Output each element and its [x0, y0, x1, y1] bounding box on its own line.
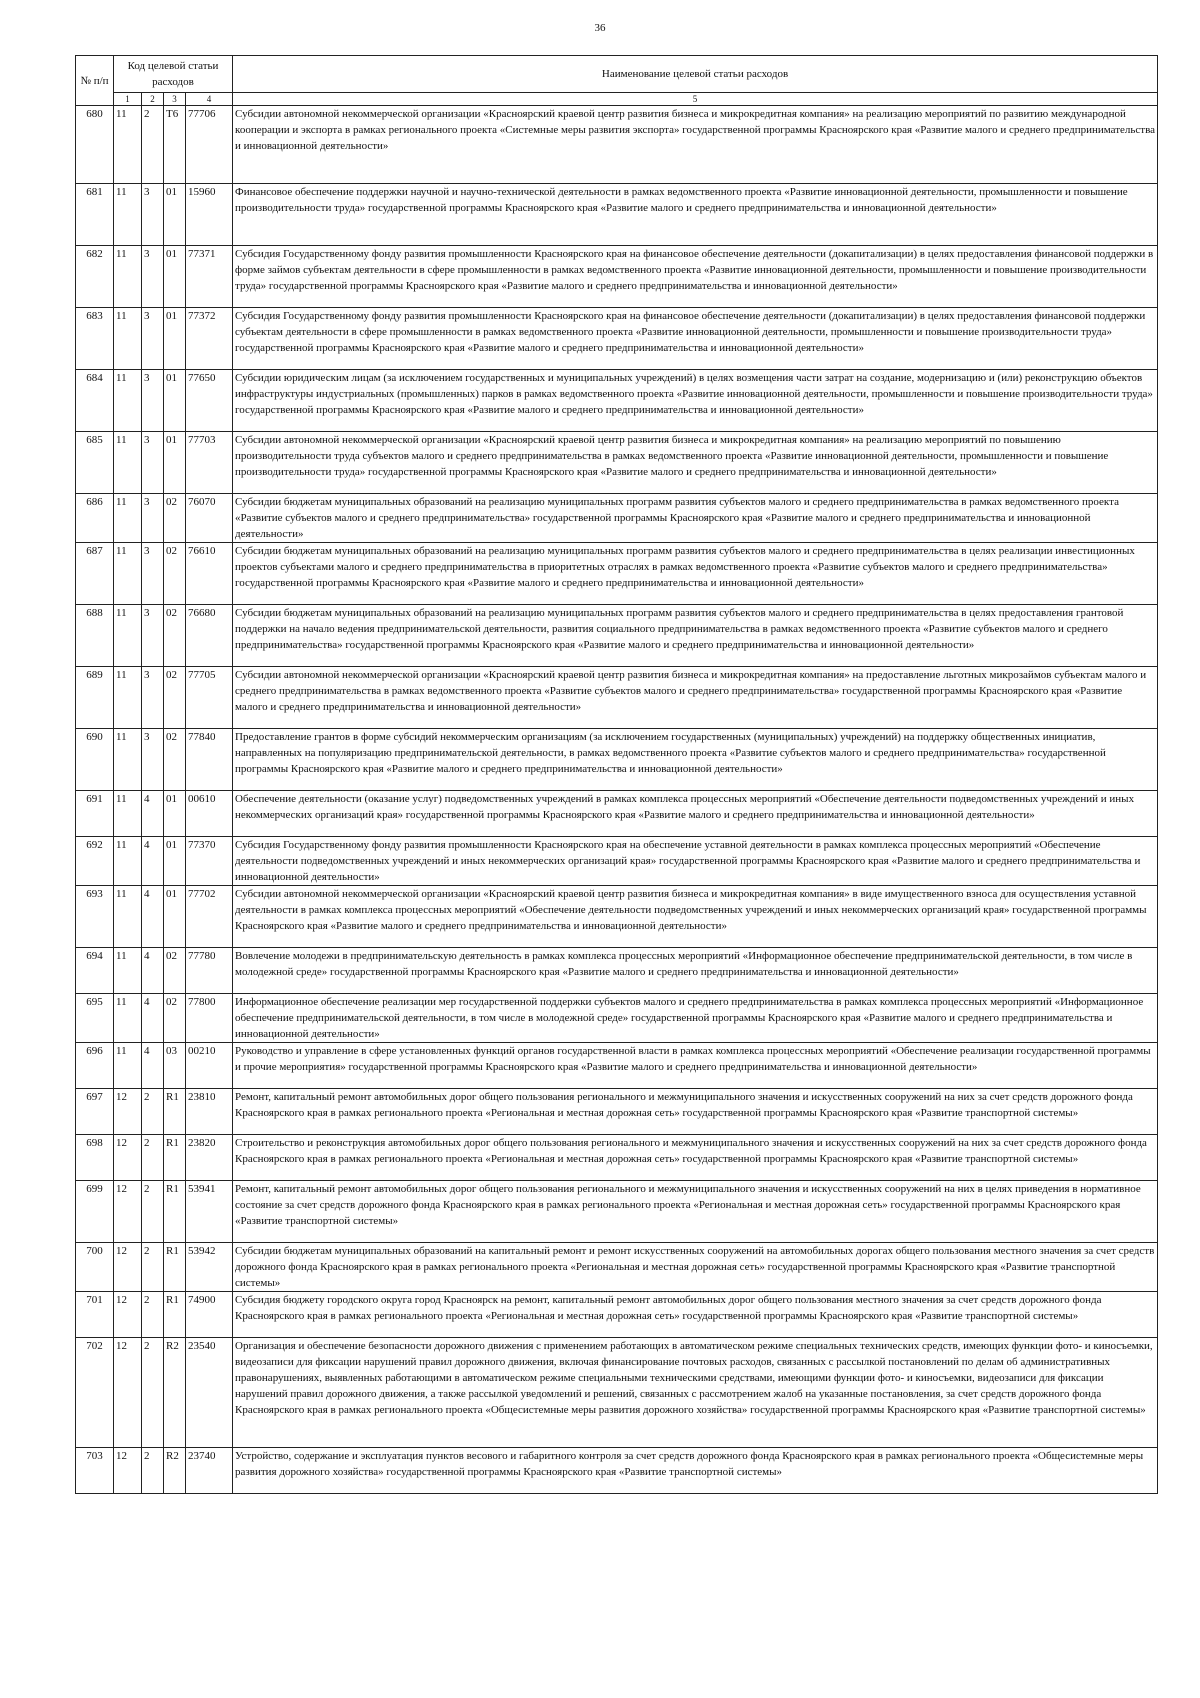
table-row [76, 605, 1158, 667]
table-row [76, 370, 1158, 432]
table-row [76, 994, 1158, 1043]
row-name: Субсидии бюджетам муниципальных образований на реализацию муниципальных программ развития субъектов малого и среднего предпринимательства в целях реализации инвестиционных проектов субъектами малого и среднего предпринимательства в приоритетных отраслях в рамках ведомственного проекта «Развитие субъектов малого и среднего предпринимательства» государственной программы Красноярского края «Развитие малого и среднего предпринимательства и инновационной деятельности» [233, 543, 1158, 605]
code-part-2: 2 [142, 1135, 164, 1181]
row-name: Субсидии автономной некоммерческой организации «Красноярский краевой центр развития бизнеса и микрокредитная компания» на реализацию мероприятий по развитию международной кооперации и экспорта в рамках регионального проекта «Системные меры развития экспорта» государственной программы Красноярского края «Развитие малого и среднего предпринимательства и инновационной деятельности» [233, 106, 1158, 184]
row-number: 693 [76, 886, 114, 948]
table-row [76, 1338, 1158, 1448]
code-part-3: R1 [164, 1243, 186, 1292]
row-name: Финансовое обеспечение поддержки научной и научно-технической деятельности в рамках ведомственного проекта «Развитие инновационной деятельности, промышленности и повышение производительности труда» государственной программы Красноярского края «Развитие малого и среднего предпринимательства и инновационной деятельности» [233, 184, 1158, 246]
header-col-2: 2 [142, 93, 164, 106]
header-row [76, 56, 1158, 93]
code-part-1: 11 [114, 605, 142, 667]
code-part-1: 11 [114, 994, 142, 1043]
code-part-3: 02 [164, 948, 186, 994]
code-part-3: 02 [164, 994, 186, 1043]
table-row [76, 948, 1158, 994]
table-row [76, 1448, 1158, 1494]
row-name: Субсидии юридическим лицам (за исключением государственных и муниципальных учреждений) в целях возмещения части затрат на создание, модернизацию и (или) реконструкцию объектов инфраструктуры индустриальных (промышленных) парков в рамках ведомственного проекта «Развитие инновационной деятельности, промышленности и повышение производительности труда» государственной программы Красноярского края «Развитие малого и среднего предпринимательства и инновационной деятельности» [233, 370, 1158, 432]
code-part-1: 11 [114, 370, 142, 432]
code-part-2: 4 [142, 886, 164, 948]
target-articles-table [75, 55, 1158, 1494]
row-number: 687 [76, 543, 114, 605]
code-part-4: 77705 [186, 667, 233, 729]
code-part-1: 11 [114, 432, 142, 494]
row-number: 685 [76, 432, 114, 494]
table-body [76, 106, 1158, 1494]
row-name: Информационное обеспечение реализации мер государственной поддержки субъектов малого и среднего предпринимательства в рамках комплекса процессных мероприятий «Информационное обеспечение предпринимательской деятельности, в том числе в молодежной среде» государственной программы Красноярского края «Развитие малого и среднего предпринимательства и инновационной деятельности» [233, 994, 1158, 1043]
code-part-4: 23740 [186, 1448, 233, 1494]
row-name: Предоставление грантов в форме субсидий некоммерческим организациям (за исключением государственных (муниципальных) учреждений) на поддержку общественных инициатив, направленных на популяризацию предпринимательской деятельности, в рамках ведомственного проекта «Развитие субъектов малого и среднего предпринимательства» государственной программы Красноярского края «Развитие малого и среднего предпринимательства и инновационной деятельности» [233, 729, 1158, 791]
code-part-3: R2 [164, 1338, 186, 1448]
table-row [76, 432, 1158, 494]
code-part-2: 3 [142, 184, 164, 246]
row-number: 701 [76, 1292, 114, 1338]
code-part-1: 11 [114, 494, 142, 543]
code-part-4: 00610 [186, 791, 233, 837]
code-part-3: 01 [164, 886, 186, 948]
code-part-4: 77703 [186, 432, 233, 494]
code-part-4: 76680 [186, 605, 233, 667]
code-part-1: 12 [114, 1338, 142, 1448]
code-part-4: 76610 [186, 543, 233, 605]
row-number: 690 [76, 729, 114, 791]
row-number: 691 [76, 791, 114, 837]
code-part-4: 76070 [186, 494, 233, 543]
row-name: Субсидии автономной некоммерческой организации «Красноярский краевой центр развития бизнеса и микрокредитная компания» на реализацию мероприятий по повышению производительности труда субъектов малого и среднего предпринимательства в рамках ведомственного проекта «Развитие инновационной деятельности, промышленности и повышение производительности труда» государственной программы Красноярского края «Развитие малого и среднего предпринимательства и инновационной деятельности» [233, 432, 1158, 494]
code-part-1: 12 [114, 1292, 142, 1338]
code-part-1: 11 [114, 246, 142, 308]
header-name: Наименование целевой статьи расходов [233, 56, 1158, 93]
code-part-3: R1 [164, 1292, 186, 1338]
code-part-3: T6 [164, 106, 186, 184]
row-name: Субсидия Государственному фонду развития промышленности Красноярского края на финансовое обеспечение деятельности (докапитализации) в целях предоставления финансовой поддержки субъектам деятельности в сфере промышленности в рамках ведомственного проекта «Развитие инновационной деятельности, промышленности и повышение производительности труда» государственной программы Красноярского края «Развитие малого и среднего предпринимательства и инновационной деятельности» [233, 308, 1158, 370]
row-number: 692 [76, 837, 114, 886]
code-part-3: 01 [164, 246, 186, 308]
code-part-3: R1 [164, 1181, 186, 1243]
row-number: 688 [76, 605, 114, 667]
code-part-2: 4 [142, 948, 164, 994]
code-part-3: 02 [164, 729, 186, 791]
row-number: 686 [76, 494, 114, 543]
code-part-1: 12 [114, 1089, 142, 1135]
table-row [76, 667, 1158, 729]
code-part-4: 15960 [186, 184, 233, 246]
code-part-3: 01 [164, 791, 186, 837]
table-row [76, 837, 1158, 886]
row-name: Субсидии бюджетам муниципальных образований на реализацию муниципальных программ развития субъектов малого и среднего предпринимательства в целях предоставления грантовой поддержки на начало ведения предпринимательской деятельности, развития социального предпринимательства в рамках ведомственного проекта «Развитие субъектов малого и среднего предпринимательства» государственной программы Красноярского края «Развитие малого и среднего предпринимательства и инновационной деятельности» [233, 605, 1158, 667]
code-part-2: 2 [142, 1181, 164, 1243]
row-number: 680 [76, 106, 114, 184]
code-part-4: 77372 [186, 308, 233, 370]
code-part-2: 2 [142, 1243, 164, 1292]
code-part-4: 23540 [186, 1338, 233, 1448]
row-number: 683 [76, 308, 114, 370]
table-row [76, 791, 1158, 837]
code-part-2: 3 [142, 543, 164, 605]
code-part-2: 3 [142, 667, 164, 729]
row-number: 700 [76, 1243, 114, 1292]
row-number: 698 [76, 1135, 114, 1181]
header-numbers-row [76, 93, 1158, 106]
code-part-4: 77840 [186, 729, 233, 791]
page-number: 36 [594, 22, 606, 34]
code-part-4: 77650 [186, 370, 233, 432]
table-row [76, 1181, 1158, 1243]
code-part-1: 11 [114, 543, 142, 605]
code-part-3: 02 [164, 667, 186, 729]
code-part-4: 77780 [186, 948, 233, 994]
code-part-1: 12 [114, 1448, 142, 1494]
code-part-2: 3 [142, 494, 164, 543]
row-number: 695 [76, 994, 114, 1043]
code-part-3: 01 [164, 370, 186, 432]
code-part-2: 4 [142, 791, 164, 837]
row-number: 696 [76, 1043, 114, 1089]
table-row [76, 184, 1158, 246]
row-name: Организация и обеспечение безопасности дорожного движения с применением работающих в автоматическом режиме специальных технических средств, имеющих функции фото- и киносъемки, видеозаписи для фиксации нарушений правил дорожного движения, включая финансирование почтовых расходов, связанных с рассылкой постановлений по делам об административных правонарушениях, выявленных работающими в автоматическом режиме специальными техническими средствами, имеющими функции фото- и киносъемки, видеозаписи для фиксации нарушений правил дорожного движения, а также рассылкой уведомлений и решений, связанных с рассмотрением жалоб на указанные постановления, за счет средств дорожного фонда Красноярского края в рамках регионального проекта «Общесистемные меры развития дорожного хозяйства» государственной программы Красноярского края «Развитие транспортной системы» [233, 1338, 1158, 1448]
code-part-3: R2 [164, 1448, 186, 1494]
code-part-1: 12 [114, 1135, 142, 1181]
row-name: Устройство, содержание и эксплуатация пунктов весового и габаритного контроля за счет средств дорожного фонда Красноярского края в рамках регионального проекта «Общесистемные меры развития дорожного хозяйства» государственной программы Красноярского края «Развитие транспортной системы» [233, 1448, 1158, 1494]
table-row [76, 1135, 1158, 1181]
code-part-3: 01 [164, 837, 186, 886]
row-number: 699 [76, 1181, 114, 1243]
code-part-2: 4 [142, 837, 164, 886]
row-name: Субсидии бюджетам муниципальных образований на капитальный ремонт и ремонт искусственных сооружений на автомобильных дорогах общего пользования местного значения за счет средств дорожного фонда Красноярского края в рамках регионального проекта «Региональная и местная дорожная сеть» государственной программы Красноярского края «Развитие транспортной системы» [233, 1243, 1158, 1292]
header-col-1: 1 [114, 93, 142, 106]
header-col-5: 5 [233, 93, 1158, 106]
row-number: 697 [76, 1089, 114, 1135]
code-part-4: 77371 [186, 246, 233, 308]
code-part-1: 11 [114, 667, 142, 729]
code-part-3: 02 [164, 543, 186, 605]
code-part-2: 2 [142, 1089, 164, 1135]
row-name: Строительство и реконструкция автомобильных дорог общего пользования регионального и межмуниципального значения и искусственных сооружений на них за счет средств дорожного фонда Красноярского края в рамках регионального проекта «Региональная и местная дорожная сеть» государственной программы Красноярского края «Развитие транспортной системы» [233, 1135, 1158, 1181]
row-name: Субсидия бюджету городского округа город Красноярск на ремонт, капитальный ремонт автомобильных дорог общего пользования местного значения за счет средств дорожного фонда Красноярского края в рамках регионального проекта «Региональная и местная дорожная сеть» государственной программы Красноярского края «Развитие транспортной системы» [233, 1292, 1158, 1338]
row-number: 689 [76, 667, 114, 729]
code-part-1: 11 [114, 729, 142, 791]
row-number: 703 [76, 1448, 114, 1494]
row-name: Субсидии автономной некоммерческой организации «Красноярский краевой центр развития бизнеса и микрокредитная компания» на предоставление льготных микрозаймов субъектам малого и среднего предпринимательства в рамках ведомственного проекта «Развитие субъектов малого и среднего предпринимательства» государственной программы Красноярского края «Развитие малого и среднего предпринимательства и инновационной деятельности» [233, 667, 1158, 729]
row-number: 681 [76, 184, 114, 246]
code-part-3: 03 [164, 1043, 186, 1089]
code-part-2: 2 [142, 1338, 164, 1448]
row-name: Субсидии бюджетам муниципальных образований на реализацию муниципальных программ развития субъектов малого и среднего предпринимательства в рамках ведомственного проекта «Развитие субъектов малого и среднего предпринимательства» государственной программы Красноярского края «Развитие малого и среднего предпринимательства и инновационной деятельности» [233, 494, 1158, 543]
row-name: Руководство и управление в сфере установленных функций органов государственной власти в рамках комплекса процессных мероприятий «Обеспечение реализации государственной программы и прочие мероприятия» государственной программы Красноярского края «Развитие малого и среднего предпринимательства и инновационной деятельности» [233, 1043, 1158, 1089]
code-part-2: 2 [142, 1448, 164, 1494]
code-part-1: 11 [114, 1043, 142, 1089]
code-part-4: 00210 [186, 1043, 233, 1089]
row-name: Субсидия Государственному фонду развития промышленности Красноярского края на обеспечение уставной деятельности в рамках комплекса процессных мероприятий «Обеспечение деятельности подведомственных учреждений и иных некоммерческих организаций края» государственной программы Красноярского края «Развитие малого и среднего предпринимательства и инновационной деятельности» [233, 837, 1158, 886]
table-row [76, 494, 1158, 543]
code-part-2: 3 [142, 308, 164, 370]
code-part-3: R1 [164, 1089, 186, 1135]
code-part-4: 74900 [186, 1292, 233, 1338]
code-part-2: 4 [142, 1043, 164, 1089]
code-part-4: 77370 [186, 837, 233, 886]
code-part-4: 77800 [186, 994, 233, 1043]
header-col-4: 4 [186, 93, 233, 106]
code-part-2: 3 [142, 370, 164, 432]
code-part-1: 11 [114, 308, 142, 370]
row-number: 694 [76, 948, 114, 994]
code-part-3: 01 [164, 308, 186, 370]
code-part-1: 11 [114, 184, 142, 246]
code-part-2: 2 [142, 106, 164, 184]
code-part-1: 11 [114, 106, 142, 184]
header-num: № п/п [76, 56, 114, 106]
table-row [76, 1089, 1158, 1135]
code-part-4: 23820 [186, 1135, 233, 1181]
code-part-1: 11 [114, 791, 142, 837]
table-row [76, 106, 1158, 184]
row-name: Субсидия Государственному фонду развития промышленности Красноярского края на финансовое обеспечение деятельности (докапитализации) в целях предоставления финансовой поддержки в форме займов субъектам деятельности в сфере промышленности в рамках ведомственного проекта «Развитие инновационной деятельности, промышленности и повышение производительности труда» государственной программы Красноярского края «Развитие малого и среднего предпринимательства и инновационной деятельности» [233, 246, 1158, 308]
header-code-group: Код целевой статьи расходов [114, 56, 233, 93]
row-name: Ремонт, капитальный ремонт автомобильных дорог общего пользования регионального и межмуниципального значения и искусственных сооружений на них за счет средств дорожного фонда Красноярского края в рамках регионального проекта «Региональная и местная дорожная сеть» государственной программы Красноярского края «Развитие транспортной системы» [233, 1089, 1158, 1135]
code-part-4: 53941 [186, 1181, 233, 1243]
code-part-3: 01 [164, 184, 186, 246]
code-part-1: 11 [114, 837, 142, 886]
table-row [76, 886, 1158, 948]
code-part-1: 12 [114, 1243, 142, 1292]
header-col-3: 3 [164, 93, 186, 106]
code-part-2: 2 [142, 1292, 164, 1338]
code-part-2: 3 [142, 729, 164, 791]
code-part-2: 3 [142, 246, 164, 308]
code-part-1: 11 [114, 948, 142, 994]
row-number: 684 [76, 370, 114, 432]
row-number: 702 [76, 1338, 114, 1448]
table-row [76, 246, 1158, 308]
table-row [76, 1292, 1158, 1338]
table-row [76, 1043, 1158, 1089]
code-part-2: 4 [142, 994, 164, 1043]
code-part-4: 23810 [186, 1089, 233, 1135]
code-part-3: 02 [164, 494, 186, 543]
code-part-2: 3 [142, 432, 164, 494]
row-name: Субсидии автономной некоммерческой организации «Красноярский краевой центр развития бизнеса и микрокредитная компания» в виде имущественного взноса для осуществления уставной деятельности в рамках комплекса процессных мероприятий «Обеспечение деятельности подведомственных учреждений и иных некоммерческих организаций края» государственной программы Красноярского края «Развитие малого и среднего предпринимательства и инновационной деятельности» [233, 886, 1158, 948]
table-row [76, 729, 1158, 791]
code-part-1: 11 [114, 886, 142, 948]
code-part-3: R1 [164, 1135, 186, 1181]
table-row [76, 543, 1158, 605]
table-row [76, 1243, 1158, 1292]
row-name: Обеспечение деятельности (оказание услуг) подведомственных учреждений в рамках комплекса процессных мероприятий «Обеспечение деятельности подведомственных учреждений и иных некоммерческих организаций края» государственной программы Красноярского края «Развитие малого и среднего предпринимательства и инновационной деятельности» [233, 791, 1158, 837]
code-part-4: 77702 [186, 886, 233, 948]
code-part-4: 53942 [186, 1243, 233, 1292]
row-name: Вовлечение молодежи в предпринимательскую деятельность в рамках комплекса процессных мероприятий «Информационное обеспечение предпринимательской деятельности, в том числе в молодежной среде» государственной программы Красноярского края «Развитие малого и среднего предпринимательства и инновационной деятельности» [233, 948, 1158, 994]
row-number: 682 [76, 246, 114, 308]
code-part-1: 12 [114, 1181, 142, 1243]
code-part-3: 01 [164, 432, 186, 494]
code-part-2: 3 [142, 605, 164, 667]
row-name: Ремонт, капитальный ремонт автомобильных дорог общего пользования регионального и межмуниципального значения и искусственных сооружений на них в целях приведения в нормативное состояние за счет средств дорожного фонда Красноярского края в рамках регионального проекта «Региональная и местная дорожная сеть» государственной программы Красноярского края «Развитие транспортной системы» [233, 1181, 1158, 1243]
code-part-3: 02 [164, 605, 186, 667]
table-row [76, 308, 1158, 370]
code-part-4: 77706 [186, 106, 233, 184]
